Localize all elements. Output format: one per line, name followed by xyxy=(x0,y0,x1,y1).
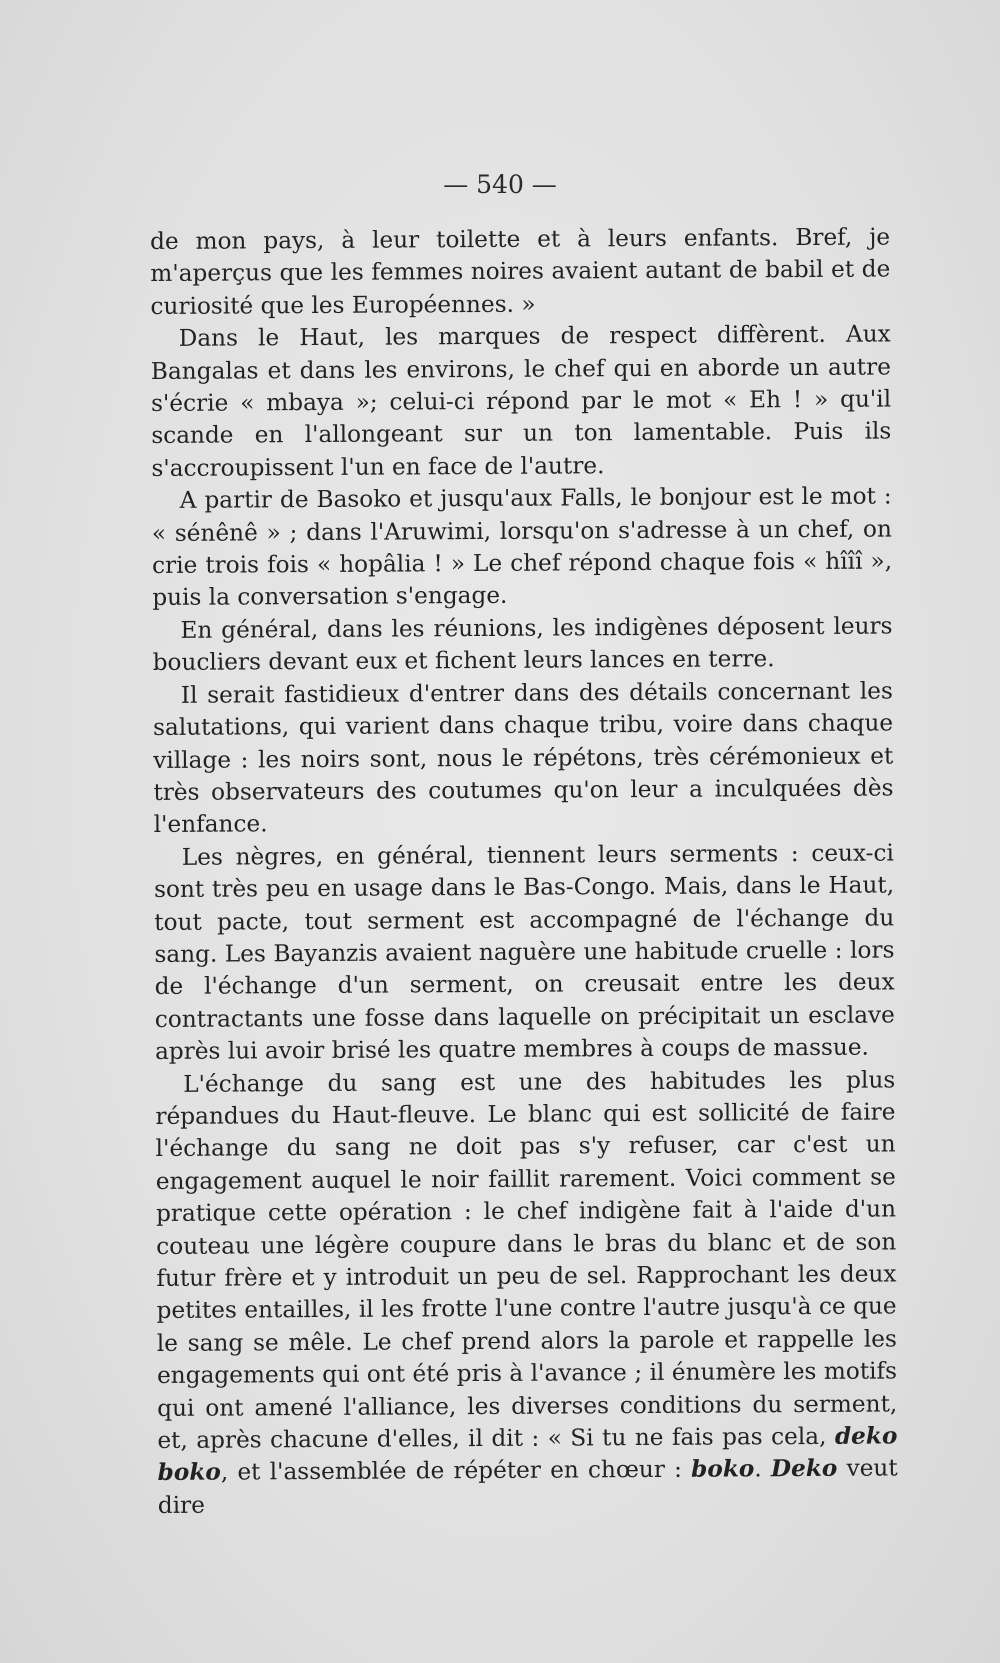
paragraph-7-text-2: , et l'assemblée de répéter en chœur : xyxy=(220,1456,682,1487)
page-number: — 540 — xyxy=(443,170,557,199)
paragraph-7-text-4: veut dire xyxy=(157,1454,898,1519)
paragraph-6: Les nègres, en général, tiennent leurs serments : ceux-ci sont très peu en usage dans le Bas-Congo. Mais, dans le Haut, tout pacte, tout serment est accompagné de l'échange du sang. Les Bayanzis avaient naguère une habitude cruelle : lors de l'échange d'un serment, on creusait entre les deux contractants une fosse dans laquelle on précipitait un esclave après lui avoir brisé les quatre membres à coups de massue. xyxy=(153,839,895,1066)
body-text xyxy=(150,221,898,1522)
italic-deko-boko: deko boko xyxy=(157,1422,898,1487)
paragraph-4: En général, dans les réunions, les indigènes déposent leurs boucliers devant eux et fichent leurs lances en terre. xyxy=(152,612,893,677)
paragraph-5: Il serait fastidieux d'entrer dans des détails concernant les salutations, qui varient dans chaque tribu, voire dans chaque village : les noirs sont, nous le répétons, très cérémonieux et très observateurs des coutumes qu'on leur a inculquées dès l'enfance. xyxy=(152,677,894,839)
paragraph-3: A partir de Basoko et jusqu'aux Falls, le bonjour est le mot : « sénênê » ; dans l'Aruwimi, lorsqu'on s'adresse à un chef, on crie trois fois « hopâlia ! » Le chef répond chaque fois « hîîî », puis la conversation s'engage. xyxy=(151,482,893,612)
paragraph-2: Dans le Haut, les marques de respect diffèrent. Aux Bangalas et dans les environs, le chef qui en aborde un autre s'écrie « mbaya »; celui-ci répond par le mot « Eh ! » qu'il scande en l'allongeant sur un ton lamentable. Puis ils s'accroupissent l'un en face de l'autre. xyxy=(150,320,892,482)
paragraph-7-text-3: . xyxy=(754,1455,762,1483)
italic-boko: boko xyxy=(691,1455,755,1484)
italic-deko: Deko xyxy=(770,1455,838,1483)
paragraph-1: de mon pays, à leur toilette et à leurs enfants. Bref, je m'aperçus que les femmes noires avaient autant de babil et de curiosité que les Européennes. » xyxy=(150,223,891,320)
paragraph-7-text: L'échange du sang est une des habitudes les plus répandues du Haut-fleuve. Le blanc qui est sollicité de faire l'échange du sang ne doit pas s'y refuser, car c'est un engagement auquel le noir faillit rarement. Voici comment se pratique cette opération : le chef indigène fait à l'aide d'un couteau une légère coupure dans le bras du blanc et de son futur frère et y introduit un peu de sel. Rapprochant les deux petites entailles, il les frotte l'une contre l'autre jusqu'à ce que le sang se mêle. Le chef prend alors la parole et rappelle les engagements qui ont été pris à l'avance ; il énumère les motifs qui ont amené l'alliance, les diverses conditions du serment, et, après chacune d'elles, il dit : « Si tu ne fais pas cela, xyxy=(155,1066,898,1455)
paragraph-7 xyxy=(155,1064,898,1522)
